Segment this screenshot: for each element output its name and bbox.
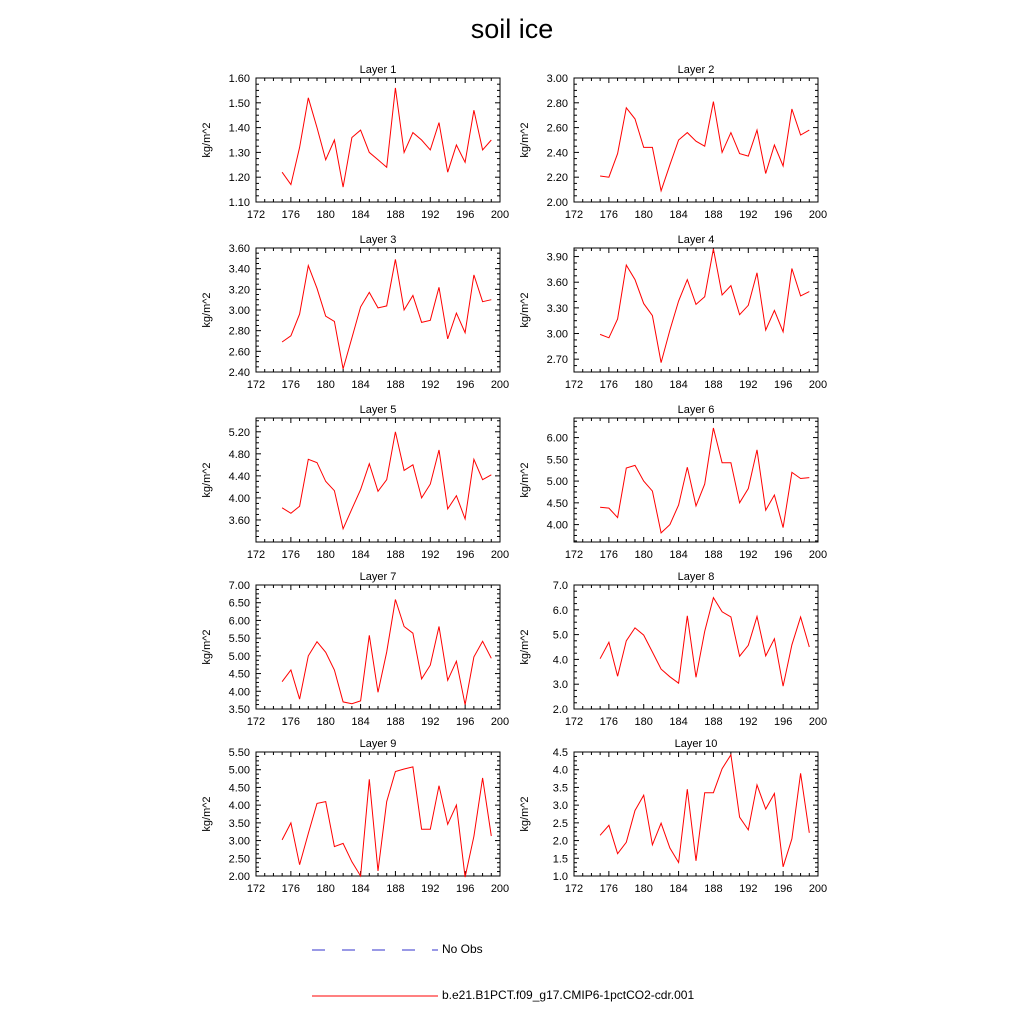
x-tick-label: 184 (669, 549, 688, 561)
y-tick-label: 3.00 (228, 305, 250, 317)
panel-title: Layer 7 (359, 571, 397, 583)
figure-title: soil ice (470, 14, 554, 44)
y-tick-label: 2.20 (546, 172, 568, 185)
x-tick-label: 200 (490, 209, 510, 221)
x-tick-label: 200 (808, 716, 828, 728)
y-tick-label: 2.80 (228, 325, 250, 338)
y-tick-label: 5.0 (552, 629, 568, 642)
x-tick-label: 184 (669, 209, 688, 221)
y-tick-label: 6.00 (546, 432, 568, 445)
series-line (600, 755, 809, 867)
y-tick-label: 3.00 (228, 835, 250, 848)
y-axis-label: kg/m^2 (201, 292, 213, 328)
x-tick-label: 180 (634, 716, 653, 728)
x-tick-label: 196 (773, 209, 793, 221)
plot-frame (574, 248, 818, 372)
panel-title: Layer 8 (677, 571, 715, 583)
x-tick-label: 200 (490, 379, 510, 391)
y-tick-label: 2.50 (228, 853, 250, 866)
panel-title: Layer 9 (359, 738, 397, 750)
x-tick-label: 192 (421, 716, 440, 728)
x-tick-label: 196 (455, 549, 475, 561)
y-tick-label: 3.0 (552, 679, 568, 692)
x-tick-label: 196 (773, 883, 793, 895)
x-tick-label: 200 (490, 883, 510, 895)
x-tick-label: 176 (281, 209, 301, 221)
y-tick-label: 3.00 (546, 73, 568, 85)
y-tick-label: 7.0 (552, 580, 568, 592)
y-tick-label: 5.50 (228, 633, 250, 646)
panel-layer-4 (519, 234, 827, 391)
y-tick-label: 1.40 (228, 122, 250, 135)
plot-frame (256, 418, 500, 542)
y-tick-label: 4.00 (228, 686, 250, 699)
y-tick-label: 3.5 (552, 782, 568, 795)
x-tick-label: 196 (455, 379, 475, 391)
x-tick-label: 188 (386, 549, 405, 561)
y-tick-label: 3.20 (228, 284, 250, 297)
plot-frame (256, 752, 500, 876)
panel-layer-8 (519, 571, 827, 728)
y-tick-label: 4.50 (228, 782, 250, 795)
x-tick-label: 188 (386, 209, 405, 221)
series-line (600, 249, 809, 363)
x-tick-label: 180 (634, 883, 653, 895)
y-tick-label: 3.60 (228, 243, 250, 255)
x-tick-label: 172 (564, 883, 584, 895)
y-tick-label: 5.00 (228, 650, 250, 663)
x-tick-label: 176 (599, 209, 619, 221)
x-tick-label: 188 (386, 716, 405, 728)
y-tick-label: 2.70 (546, 354, 568, 367)
y-tick-label: 2.60 (228, 346, 250, 359)
x-tick-label: 192 (739, 379, 758, 391)
x-tick-label: 184 (351, 716, 370, 728)
y-tick-label: 6.50 (228, 597, 250, 610)
y-tick-label: 6.0 (552, 604, 568, 617)
panel-title: Layer 5 (359, 404, 397, 416)
y-tick-label: 5.50 (228, 747, 250, 759)
x-tick-label: 172 (246, 549, 266, 561)
y-tick-label: 3.00 (546, 328, 568, 341)
y-axis-label: kg/m^2 (201, 462, 213, 498)
x-tick-label: 188 (704, 209, 723, 221)
y-tick-label: 5.00 (546, 476, 568, 489)
x-tick-label: 192 (739, 549, 758, 561)
y-tick-label: 3.0 (552, 800, 568, 813)
x-tick-label: 176 (599, 883, 619, 895)
x-tick-label: 180 (316, 379, 335, 391)
series-line (282, 259, 491, 369)
x-tick-label: 184 (669, 716, 688, 728)
series-line (600, 102, 809, 191)
y-tick-label: 4.00 (228, 800, 250, 813)
y-axis-label: kg/m^2 (519, 462, 531, 498)
y-tick-label: 1.50 (228, 97, 250, 110)
panel-layer-3 (201, 234, 509, 391)
y-tick-label: 3.40 (228, 263, 250, 276)
x-tick-label: 188 (704, 549, 723, 561)
x-tick-label: 180 (316, 883, 335, 895)
x-tick-label: 172 (564, 716, 584, 728)
x-tick-label: 176 (599, 379, 619, 391)
panel-layer-2 (519, 64, 827, 221)
x-tick-label: 184 (351, 883, 370, 895)
x-tick-label: 200 (808, 883, 828, 895)
y-tick-label: 3.90 (546, 251, 568, 264)
y-tick-label: 3.50 (228, 817, 250, 830)
x-tick-label: 192 (739, 716, 758, 728)
y-tick-label: 1.0 (552, 871, 568, 883)
x-tick-label: 184 (351, 209, 370, 221)
y-axis-label: kg/m^2 (201, 122, 213, 158)
x-tick-label: 200 (808, 379, 828, 391)
x-tick-label: 172 (564, 379, 584, 391)
x-tick-label: 176 (599, 716, 619, 728)
y-tick-label: 1.10 (228, 197, 250, 209)
x-tick-label: 172 (246, 209, 266, 221)
y-tick-label: 1.60 (228, 73, 250, 85)
y-tick-label: 4.0 (552, 654, 568, 667)
y-tick-label: 5.50 (546, 454, 568, 467)
x-tick-label: 196 (773, 549, 793, 561)
y-tick-label: 2.40 (228, 367, 250, 379)
y-tick-label: 6.00 (228, 615, 250, 628)
y-tick-label: 2.40 (546, 147, 568, 160)
y-tick-label: 4.80 (228, 448, 250, 461)
panel-layer-10 (519, 738, 827, 895)
panel-title: Layer 1 (359, 64, 397, 76)
y-tick-label: 4.0 (552, 764, 568, 777)
y-tick-label: 5.20 (228, 426, 250, 439)
y-tick-label: 4.40 (228, 470, 250, 483)
x-tick-label: 184 (669, 883, 688, 895)
x-tick-label: 172 (564, 549, 584, 561)
y-axis-label: kg/m^2 (519, 122, 531, 158)
x-tick-label: 180 (316, 716, 335, 728)
x-tick-label: 196 (455, 209, 475, 221)
y-axis-label: kg/m^2 (519, 796, 531, 832)
x-tick-label: 176 (281, 549, 301, 561)
y-tick-label: 4.00 (546, 519, 568, 532)
x-tick-label: 192 (421, 883, 440, 895)
y-tick-label: 5.00 (228, 764, 250, 777)
x-tick-label: 184 (351, 549, 370, 561)
y-axis-label: kg/m^2 (519, 629, 531, 665)
series-line (282, 767, 491, 877)
y-tick-label: 1.20 (228, 172, 250, 185)
x-tick-label: 196 (455, 883, 475, 895)
x-tick-label: 172 (564, 209, 584, 221)
y-tick-label: 3.60 (546, 277, 568, 290)
x-tick-label: 200 (490, 716, 510, 728)
x-tick-label: 180 (634, 379, 653, 391)
x-tick-label: 192 (421, 549, 440, 561)
x-tick-label: 200 (808, 549, 828, 561)
x-tick-label: 172 (246, 379, 266, 391)
y-tick-label: 3.30 (546, 302, 568, 315)
x-tick-label: 192 (421, 209, 440, 221)
series-line (282, 432, 491, 529)
x-tick-label: 180 (316, 209, 335, 221)
y-axis-label: kg/m^2 (519, 292, 531, 328)
panel-layer-6 (519, 404, 827, 561)
x-tick-label: 192 (739, 883, 758, 895)
panel-layer-7 (201, 571, 509, 728)
x-tick-label: 176 (599, 549, 619, 561)
x-tick-label: 180 (316, 549, 335, 561)
panel-layer-1 (201, 64, 509, 221)
x-tick-label: 188 (704, 716, 723, 728)
x-tick-label: 180 (634, 209, 653, 221)
y-tick-label: 7.00 (228, 580, 250, 592)
x-tick-label: 188 (386, 379, 405, 391)
x-tick-label: 200 (808, 209, 828, 221)
x-tick-label: 172 (246, 716, 266, 728)
plot-frame (574, 78, 818, 202)
panel-layer-9 (201, 738, 509, 895)
x-tick-label: 192 (421, 379, 440, 391)
series-line (282, 600, 491, 705)
x-tick-label: 180 (634, 549, 653, 561)
x-tick-label: 184 (669, 379, 688, 391)
y-tick-label: 2.5 (552, 817, 568, 830)
plot-frame (256, 248, 500, 372)
y-tick-label: 4.5 (552, 747, 568, 759)
x-tick-label: 184 (351, 379, 370, 391)
y-tick-label: 4.00 (228, 492, 250, 505)
plot-frame (574, 418, 818, 542)
y-tick-label: 2.00 (546, 197, 568, 209)
y-tick-label: 1.30 (228, 147, 250, 160)
x-tick-label: 176 (281, 379, 301, 391)
y-tick-label: 4.50 (546, 497, 568, 510)
x-tick-label: 196 (773, 716, 793, 728)
x-tick-label: 188 (704, 883, 723, 895)
plot-frame (256, 78, 500, 202)
y-tick-label: 2.60 (546, 122, 568, 135)
y-tick-label: 3.50 (228, 704, 250, 716)
panel-title: Layer 10 (674, 738, 718, 750)
panel-title: Layer 6 (677, 404, 715, 416)
x-tick-label: 188 (386, 883, 405, 895)
x-tick-label: 200 (490, 549, 510, 561)
series-line (282, 88, 491, 187)
series-line (600, 598, 809, 687)
legend-no-obs-label: No Obs (442, 942, 483, 956)
panel-title: Layer 2 (677, 64, 715, 76)
y-tick-label: 2.0 (552, 704, 568, 716)
y-tick-label: 2.00 (228, 871, 250, 883)
series-line (600, 428, 809, 533)
x-tick-label: 176 (281, 883, 301, 895)
x-tick-label: 176 (281, 716, 301, 728)
y-tick-label: 1.5 (552, 853, 568, 866)
panel-title: Layer 3 (359, 234, 397, 246)
x-tick-label: 192 (739, 209, 758, 221)
legend-model-label: b.e21.B1PCT.f09_g17.CMIP6-1pctCO2-cdr.001 (442, 988, 695, 1002)
x-tick-label: 196 (455, 716, 475, 728)
x-tick-label: 188 (704, 379, 723, 391)
y-tick-label: 2.80 (546, 97, 568, 110)
y-tick-label: 3.60 (228, 514, 250, 527)
y-axis-label: kg/m^2 (201, 629, 213, 665)
x-tick-label: 196 (773, 379, 793, 391)
y-tick-label: 2.0 (552, 835, 568, 848)
y-axis-label: kg/m^2 (201, 796, 213, 832)
y-tick-label: 4.50 (228, 668, 250, 681)
panel-title: Layer 4 (677, 234, 715, 246)
panel-layer-5 (201, 404, 509, 561)
x-tick-label: 172 (246, 883, 266, 895)
